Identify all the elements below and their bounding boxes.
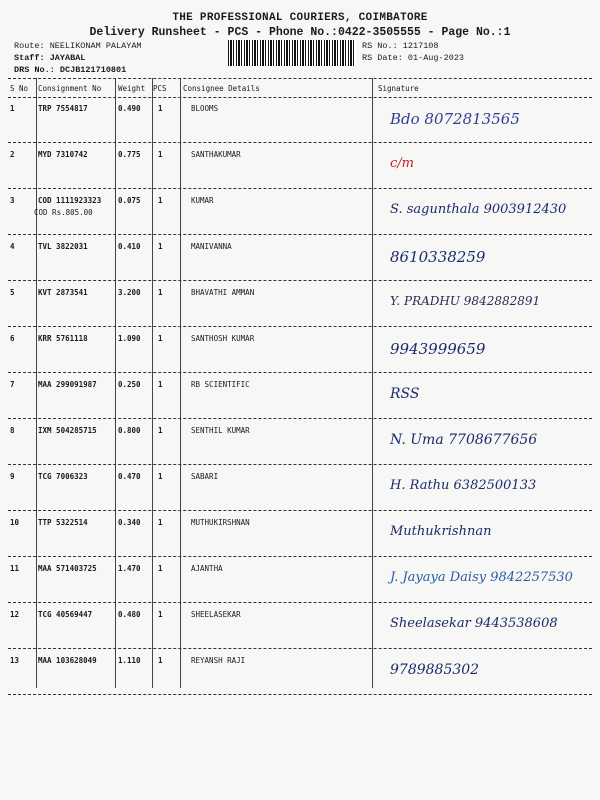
col-weight: Weight xyxy=(118,84,146,93)
col-consignee: Consignee Details xyxy=(183,84,260,93)
table-row xyxy=(8,188,592,235)
consignee-name: SANTHAKUMAR xyxy=(191,150,241,159)
signature: Y. PRADHU 9842882891 xyxy=(390,294,541,308)
consignee-name: SABARI xyxy=(191,472,219,481)
pcs-value: 1 xyxy=(158,334,163,343)
consignee-name: MANIVANNA xyxy=(191,242,232,251)
weight-value: 1.470 xyxy=(118,564,141,573)
rs-date: RS Date: 01-Aug-2023 xyxy=(362,53,465,63)
drs-label: DRS No.: DCJB121710801 xyxy=(14,65,127,75)
serial-number: 11 xyxy=(10,564,20,573)
pcs-value: 1 xyxy=(158,380,163,389)
table-row xyxy=(8,648,592,695)
pcs-value: 1 xyxy=(158,610,163,619)
table-row xyxy=(8,280,592,327)
pcs-value: 1 xyxy=(158,104,163,113)
col-signature: Signature xyxy=(378,84,419,93)
table-row xyxy=(8,326,592,373)
consignee-name: BLOOMS xyxy=(191,104,219,113)
table-row xyxy=(8,372,592,419)
signature: 9943999659 xyxy=(390,340,486,358)
serial-number: 12 xyxy=(10,610,20,619)
consignee-name: SANTHOSH KUMAR xyxy=(191,334,255,343)
serial-number: 3 xyxy=(10,196,15,205)
consignment-number: KRR 5761118 xyxy=(38,334,88,343)
pcs-value: 1 xyxy=(158,472,163,481)
pcs-value: 1 xyxy=(158,426,163,435)
barcode xyxy=(228,40,356,66)
serial-number: 7 xyxy=(10,380,15,389)
signature: Bdo 8072813565 xyxy=(390,110,520,128)
consignee-name: MUTHUKIRSHNAN xyxy=(191,518,250,527)
weight-value: 0.800 xyxy=(118,426,141,435)
weight-value: 0.075 xyxy=(118,196,141,205)
consignment-number: TCG 40569447 xyxy=(38,610,93,619)
consignee-name: RB SCIENTIFIC xyxy=(191,380,250,389)
table-row xyxy=(8,510,592,557)
pcs-value: 1 xyxy=(158,150,163,159)
consignment-number: MYD 7310742 xyxy=(38,150,88,159)
consignment-number: TTP 5322514 xyxy=(38,518,88,527)
pcs-value: 1 xyxy=(158,242,163,251)
serial-number: 9 xyxy=(10,472,15,481)
serial-number: 6 xyxy=(10,334,15,343)
weight-value: 0.775 xyxy=(118,150,141,159)
consignee-name: SENTHIL KUMAR xyxy=(191,426,250,435)
consignee-name: REYANSH RAJI xyxy=(191,656,246,665)
table-row xyxy=(8,142,592,189)
table-row xyxy=(8,418,592,465)
consignment-number: MAA 571403725 xyxy=(38,564,97,573)
weight-value: 0.410 xyxy=(118,242,141,251)
signature: RSS xyxy=(390,386,420,402)
table-row xyxy=(8,464,592,511)
table-header xyxy=(8,78,592,98)
weight-value: 0.340 xyxy=(118,518,141,527)
table-row xyxy=(8,234,592,281)
serial-number: 5 xyxy=(10,288,15,297)
weight-value: 1.110 xyxy=(118,656,141,665)
signature: 9789885302 xyxy=(390,662,480,678)
consignment-number: TCG 7006323 xyxy=(38,472,88,481)
pcs-value: 1 xyxy=(158,518,163,527)
serial-number: 13 xyxy=(10,656,20,665)
weight-value: 0.470 xyxy=(118,472,141,481)
col-pcs: PCS xyxy=(153,84,167,93)
consignment-number: TVL 3822031 xyxy=(38,242,88,251)
cod-amount: COD Rs.805.00 xyxy=(34,208,93,217)
serial-number: 2 xyxy=(10,150,15,159)
pcs-value: 1 xyxy=(158,288,163,297)
serial-number: 8 xyxy=(10,426,15,435)
col-consignment: Consignment No xyxy=(38,84,102,93)
signature: 8610338259 xyxy=(390,248,486,266)
weight-value: 0.250 xyxy=(118,380,141,389)
serial-number: 10 xyxy=(10,518,20,527)
staff-label: Staff: JAYABAL xyxy=(14,53,86,63)
consignment-number: TRP 7554817 xyxy=(38,104,88,113)
consignee-name: KUMAR xyxy=(191,196,214,205)
consignment-number: COD 1111923323 xyxy=(38,196,102,205)
signature: S. sagunthala 9003912430 xyxy=(390,202,567,217)
weight-value: 3.200 xyxy=(118,288,141,297)
col-sno: S No xyxy=(10,84,29,93)
table-row xyxy=(8,602,592,649)
weight-value: 0.480 xyxy=(118,610,141,619)
signature: N. Uma 7708677656 xyxy=(390,432,538,448)
route-label: Route: NEELIKONAM PALAYAM xyxy=(14,41,142,51)
signature: H. Rathu 6382500133 xyxy=(390,478,537,493)
signature: Sheelasekar 9443538608 xyxy=(390,616,558,631)
company-title: THE PROFESSIONAL COURIERS, COIMBATORE xyxy=(172,12,428,24)
table-row xyxy=(8,556,592,603)
consignment-number: KVT 2873541 xyxy=(38,288,88,297)
rs-number: RS No.: 1217108 xyxy=(362,41,439,51)
weight-value: 0.490 xyxy=(118,104,141,113)
consignment-number: IXM 504285715 xyxy=(38,426,97,435)
consignment-number: MAA 299091987 xyxy=(38,380,97,389)
pcs-value: 1 xyxy=(158,196,163,205)
pcs-value: 1 xyxy=(158,564,163,573)
signature: c/m xyxy=(390,156,414,171)
signature: Muthukrishnan xyxy=(390,524,492,539)
consignee-name: AJANTHA xyxy=(191,564,223,573)
consignee-name: SHEELASEKAR xyxy=(191,610,241,619)
serial-number: 1 xyxy=(10,104,15,113)
serial-number: 4 xyxy=(10,242,15,251)
consignee-name: BHAVATHI AMMAN xyxy=(191,288,255,297)
table-row xyxy=(8,96,592,143)
runsheet-subtitle: Delivery Runsheet - PCS - Phone No.:0422-3505555 - Page No.:1 xyxy=(89,26,511,39)
consignment-number: MAA 103628049 xyxy=(38,656,97,665)
weight-value: 1.090 xyxy=(118,334,141,343)
pcs-value: 1 xyxy=(158,656,163,665)
signature: J. Jayaya Daisy 9842257530 xyxy=(390,570,573,585)
